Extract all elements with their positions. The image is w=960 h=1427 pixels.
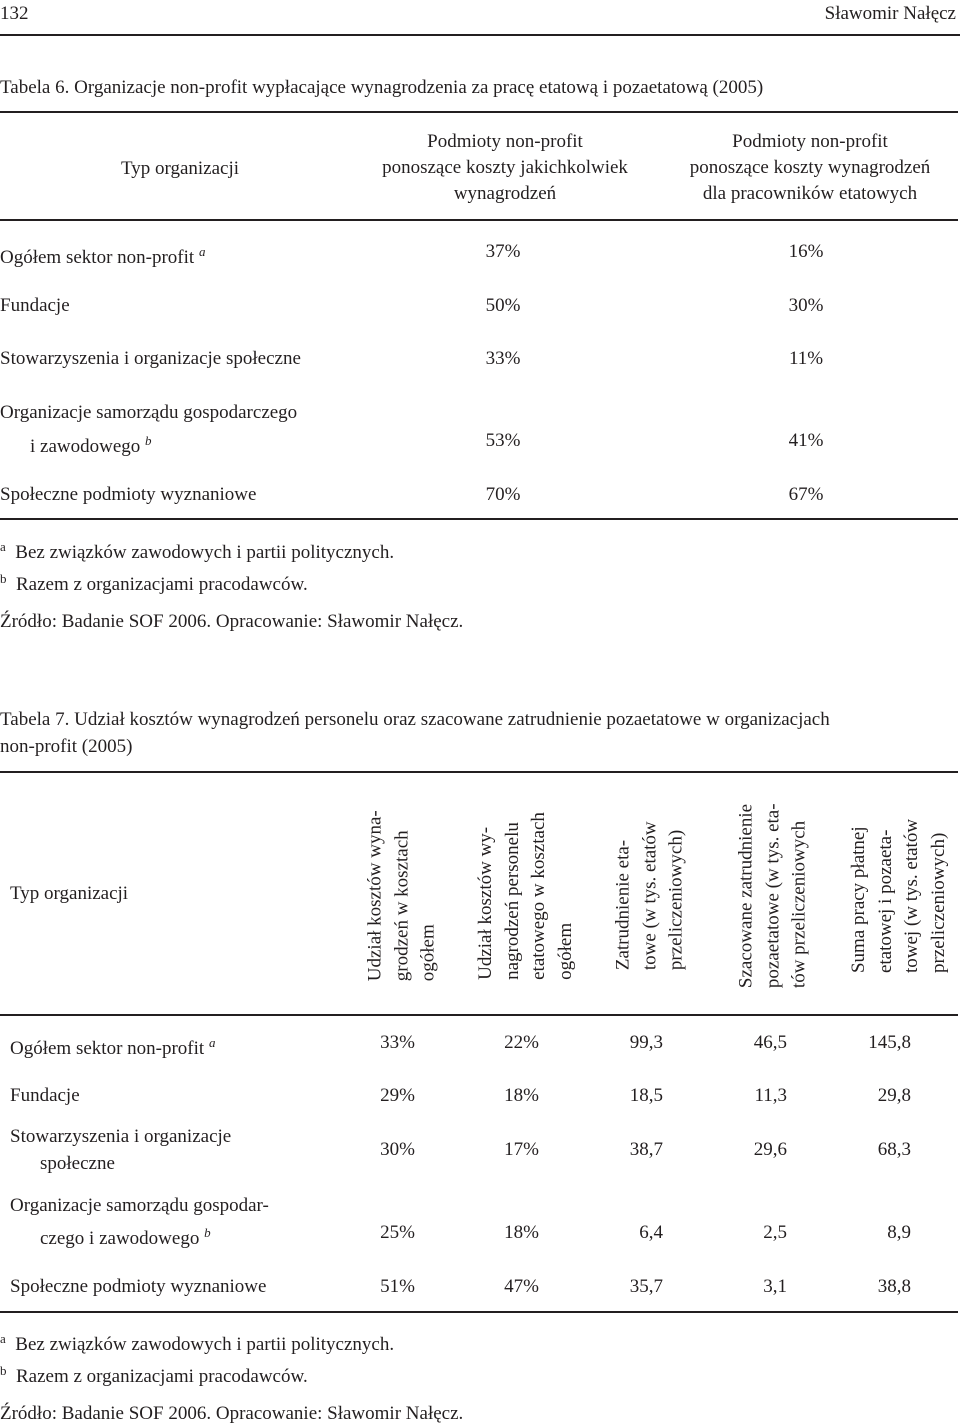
cell: 68,3: [877, 1139, 911, 1160]
cell: 67%: [788, 484, 824, 505]
row-label-continued: czego i zawodowego $^b$: [40, 1225, 211, 1249]
cell: 29%: [380, 1085, 415, 1106]
row-label: Fundacje: [0, 295, 70, 316]
page-number: 132: [0, 3, 29, 24]
cell: 18,5: [629, 1085, 663, 1106]
table7-top-rule: [0, 771, 958, 773]
cell: 145,8: [868, 1032, 911, 1053]
table7-caption-line2: non-profit (2005): [0, 736, 133, 757]
cell: 6,4: [639, 1222, 663, 1243]
row-label: Ogółem sektor non-profit $^a$: [10, 1035, 216, 1059]
cell: 25%: [380, 1222, 415, 1243]
cell: 41%: [788, 430, 824, 451]
cell: 35,7: [629, 1276, 663, 1297]
cell: 11,3: [754, 1085, 787, 1106]
table6-header-col1: Podmioty non-profit ponoszące koszty jakichkolwiek wynagrodzeń: [382, 131, 628, 204]
cell: 3,1: [763, 1276, 787, 1297]
cell: 17%: [504, 1139, 539, 1160]
table7-caption-line1: Tabela 7. Udział kosztów wynagrodzeń personelu oraz szacowane zatrudnienie pozaetatowe w organizacjach: [0, 709, 830, 730]
cell: 16%: [788, 241, 824, 262]
row-label-continued: i zawodowego $^b$: [30, 433, 152, 457]
table7-footnote-a: $^a$ Bez związków zawodowych i partii politycznych.: [0, 1331, 395, 1355]
table7-source: Źródło: Badanie SOF 2006. Opracowanie: Sławomir Nałęcz.: [0, 1403, 464, 1424]
cell: 33%: [485, 348, 521, 369]
table6-header-type: Typ organizacji: [120, 158, 240, 179]
cell: 18%: [504, 1085, 539, 1106]
cell: 30%: [380, 1139, 415, 1160]
cell: 70%: [485, 484, 521, 505]
table6-bottom-rule: [0, 518, 958, 520]
table6-source: Źródło: Badanie SOF 2006. Opracowanie: Sławomir Nałęcz.: [0, 611, 464, 632]
row-label: Ogółem sektor non-profit $^a$: [0, 244, 206, 268]
running-header-author: Sławomir Nałęcz: [824, 3, 956, 24]
table7-footnote-b: $^b$ Razem z organizacjami pracodawców.: [0, 1363, 308, 1387]
row-label: Stowarzyszenia i organizacje: [10, 1126, 232, 1147]
cell: 38,7: [629, 1139, 663, 1160]
table6-header-col2: Podmioty non-profit ponoszące koszty wynagrodzeń dla pracowników etatowych: [689, 131, 931, 204]
header-rule: [0, 34, 960, 36]
row-label-continued: społeczne: [40, 1153, 115, 1174]
cell: 99,3: [629, 1032, 663, 1053]
table7-header-col4: Szacowane zatrudnienie pozaetatowe (w tys. eta- tów przeliczeniowych: [735, 803, 810, 989]
table6-footnote-a: $^a$ Bez związków zawodowych i partii politycznych.: [0, 539, 395, 563]
row-label: Stowarzyszenia i organizacje społeczne: [0, 348, 301, 369]
table7-header-type: Typ organizacji: [10, 883, 129, 904]
table7-bottom-rule: [0, 1311, 958, 1313]
table7-header-col5: Suma pracy płatnej etatowej i pozaeta- towej (w tys. etatów przeliczeniowych): [848, 818, 949, 974]
cell: 37%: [485, 241, 521, 262]
cell: 29,8: [877, 1085, 911, 1106]
table7-header-col3: Zatrudnienie eta- towe (w tys. etatów przeliczeniowych): [612, 821, 687, 971]
cell: 29,6: [753, 1139, 787, 1160]
table6-header-rule: [0, 219, 958, 221]
cell: 38,8: [877, 1276, 911, 1297]
cell: 33%: [380, 1032, 415, 1053]
cell: 30%: [788, 295, 824, 316]
row-label: Społeczne podmioty wyznaniowe: [0, 484, 257, 505]
row-label: Fundacje: [10, 1085, 80, 1106]
row-label: Społeczne podmioty wyznaniowe: [10, 1276, 267, 1297]
cell: 47%: [504, 1276, 539, 1297]
table6-footnote-b: $^b$ Razem z organizacjami pracodawców.: [0, 571, 308, 595]
row-label: Organizacje samorządu gospodarczego: [0, 402, 298, 423]
table6-top-rule: [0, 111, 958, 113]
table7-header-col1: Udział kosztów wyna- grodzeń w kosztach ogółem: [364, 810, 439, 982]
table7-header-rule: [0, 1014, 958, 1016]
cell: 46,5: [753, 1032, 787, 1053]
cell: 22%: [504, 1032, 539, 1053]
cell: 50%: [485, 295, 521, 316]
cell: 51%: [380, 1276, 415, 1297]
cell: 2,5: [763, 1222, 787, 1243]
row-label: Organizacje samorządu gospodar-: [10, 1195, 269, 1216]
cell: 18%: [504, 1222, 539, 1243]
table6-caption: Tabela 6. Organizacje non-profit wypłacające wynagrodzenia za pracę etatową i pozaetatową (2005): [0, 77, 764, 98]
table7-header-col2: Udział kosztów wy- nagrodzeń personelu etatowego w kosztach ogółem: [475, 812, 576, 980]
cell: 8,9: [887, 1222, 911, 1243]
cell: 11%: [788, 348, 824, 369]
cell: 53%: [485, 430, 521, 451]
